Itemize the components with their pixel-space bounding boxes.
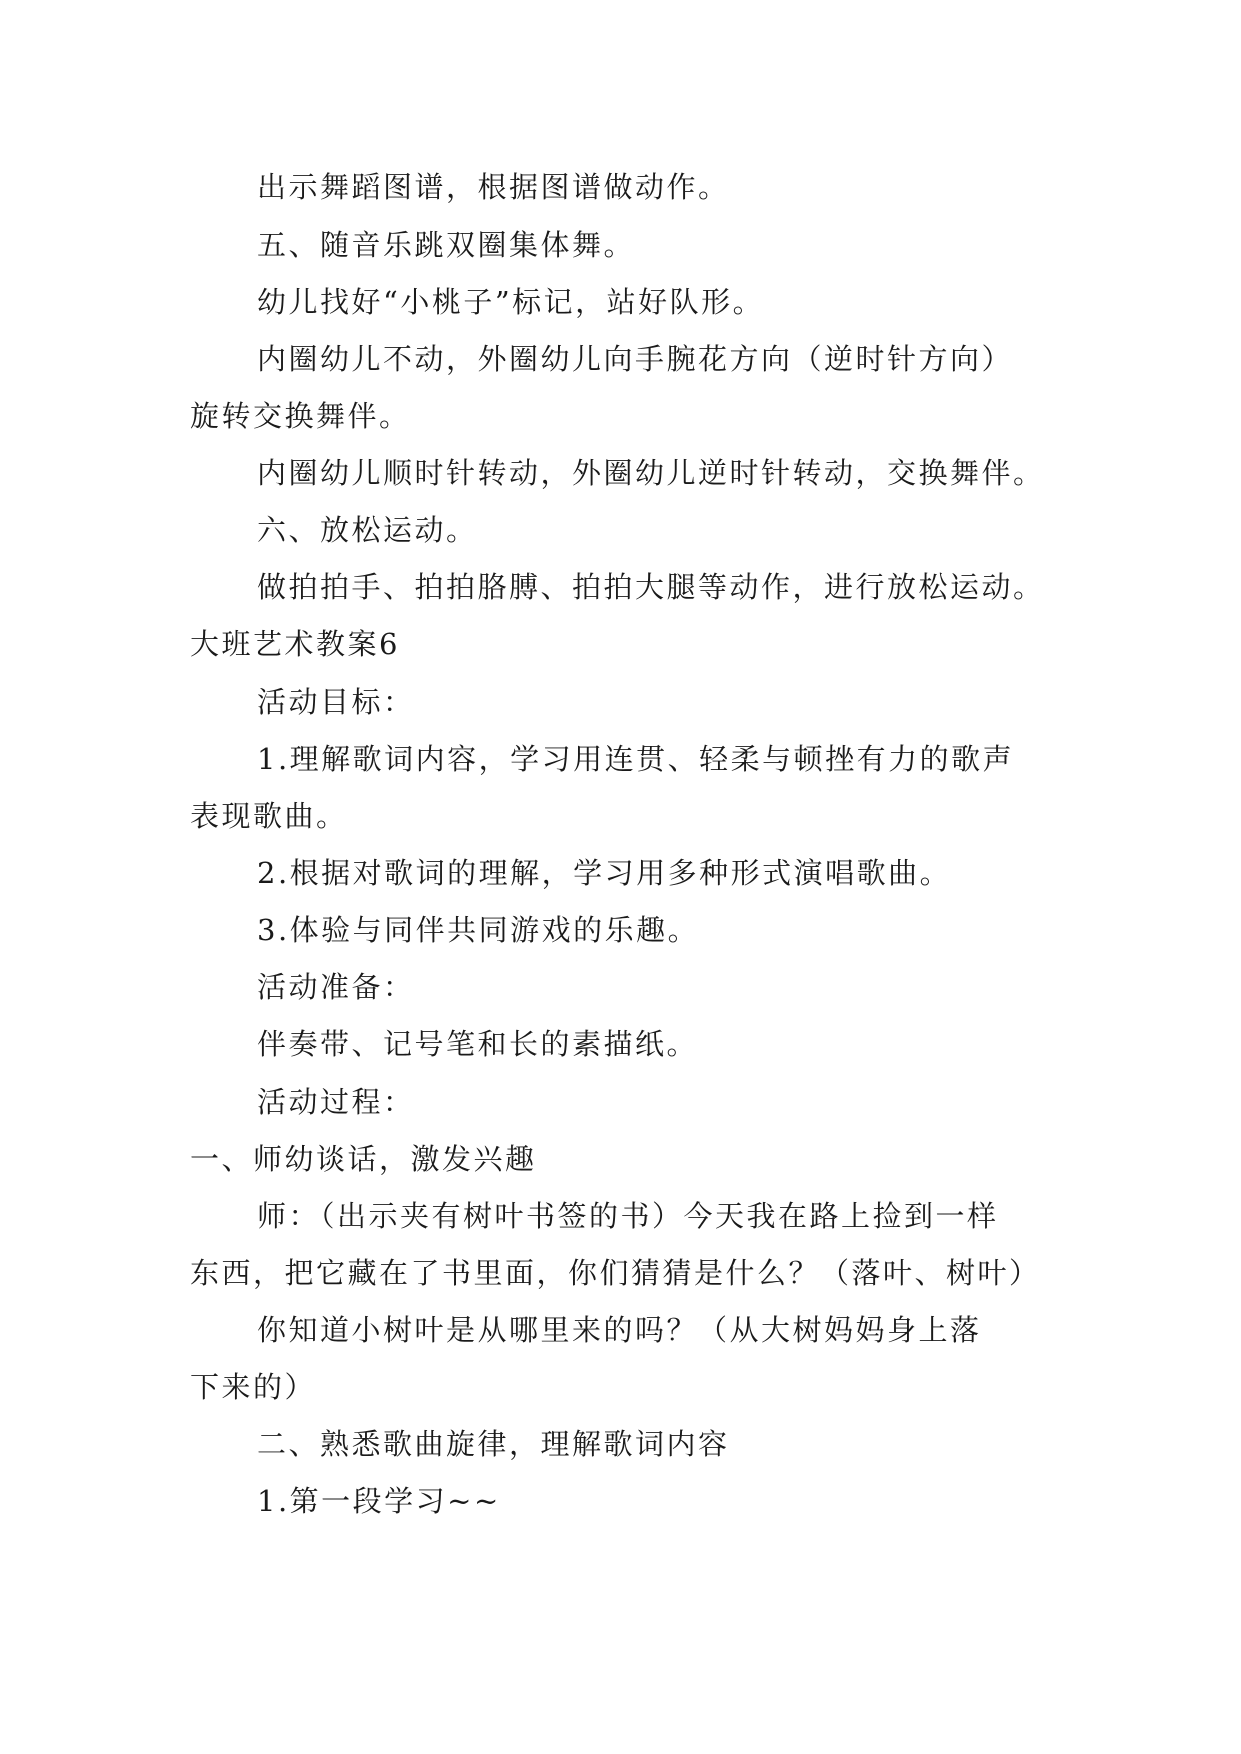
paragraph-line: 你知道小树叶是从哪里来的吗？（从大树妈妈身上落 bbox=[257, 1313, 982, 1347]
paragraph-line: 做拍拍手、拍拍胳膊、拍拍大腿等动作，进行放松运动。 bbox=[257, 570, 1045, 604]
section-heading: 六、放松运动。 bbox=[257, 513, 478, 547]
list-item: 3.体验与同伴共同游戏的乐趣。 bbox=[257, 913, 700, 947]
section-heading: 活动准备： bbox=[257, 970, 415, 1004]
paragraph-line: 出示舞蹈图谱，根据图谱做动作。 bbox=[257, 170, 730, 204]
paragraph-line: 师：（出示夹有树叶书签的书）今天我在路上捡到一样 bbox=[257, 1199, 999, 1233]
section-heading: 活动过程： bbox=[257, 1085, 415, 1119]
section-heading: 一、师幼谈话，激发兴趣 bbox=[190, 1142, 537, 1176]
section-heading: 活动目标： bbox=[257, 685, 415, 719]
list-item: 1.理解歌词内容，学习用连贯、轻柔与顿挫有力的歌声 bbox=[257, 742, 1015, 776]
paragraph-line: 旋转交换舞伴。 bbox=[190, 399, 411, 433]
paragraph-line: 东西，把它藏在了书里面，你们猜猜是什么？（落叶、树叶） bbox=[190, 1256, 1041, 1290]
paragraph-line: 内圈幼儿顺时针转动，外圈幼儿逆时针转动，交换舞伴。 bbox=[257, 456, 1045, 490]
list-item: 1.第一段学习~~ bbox=[257, 1484, 501, 1518]
section-heading: 二、熟悉歌曲旋律，理解歌词内容 bbox=[257, 1427, 730, 1461]
paragraph-line: 伴奏带、记号笔和长的素描纸。 bbox=[257, 1027, 699, 1061]
paragraph-line: 内圈幼儿不动，外圈幼儿向手腕花方向（逆时针方向） bbox=[257, 342, 1014, 376]
paragraph-line: 下来的） bbox=[190, 1370, 317, 1404]
paragraph-line: 幼儿找好“小桃子”标记，站好队形。 bbox=[257, 285, 765, 319]
list-item: 2.根据对歌词的理解，学习用多种形式演唱歌曲。 bbox=[257, 856, 952, 890]
paragraph-line: 表现歌曲。 bbox=[190, 799, 348, 833]
section-heading: 五、随音乐跳双圈集体舞。 bbox=[257, 228, 636, 262]
document-title: 大班艺术教案6 bbox=[190, 627, 400, 661]
